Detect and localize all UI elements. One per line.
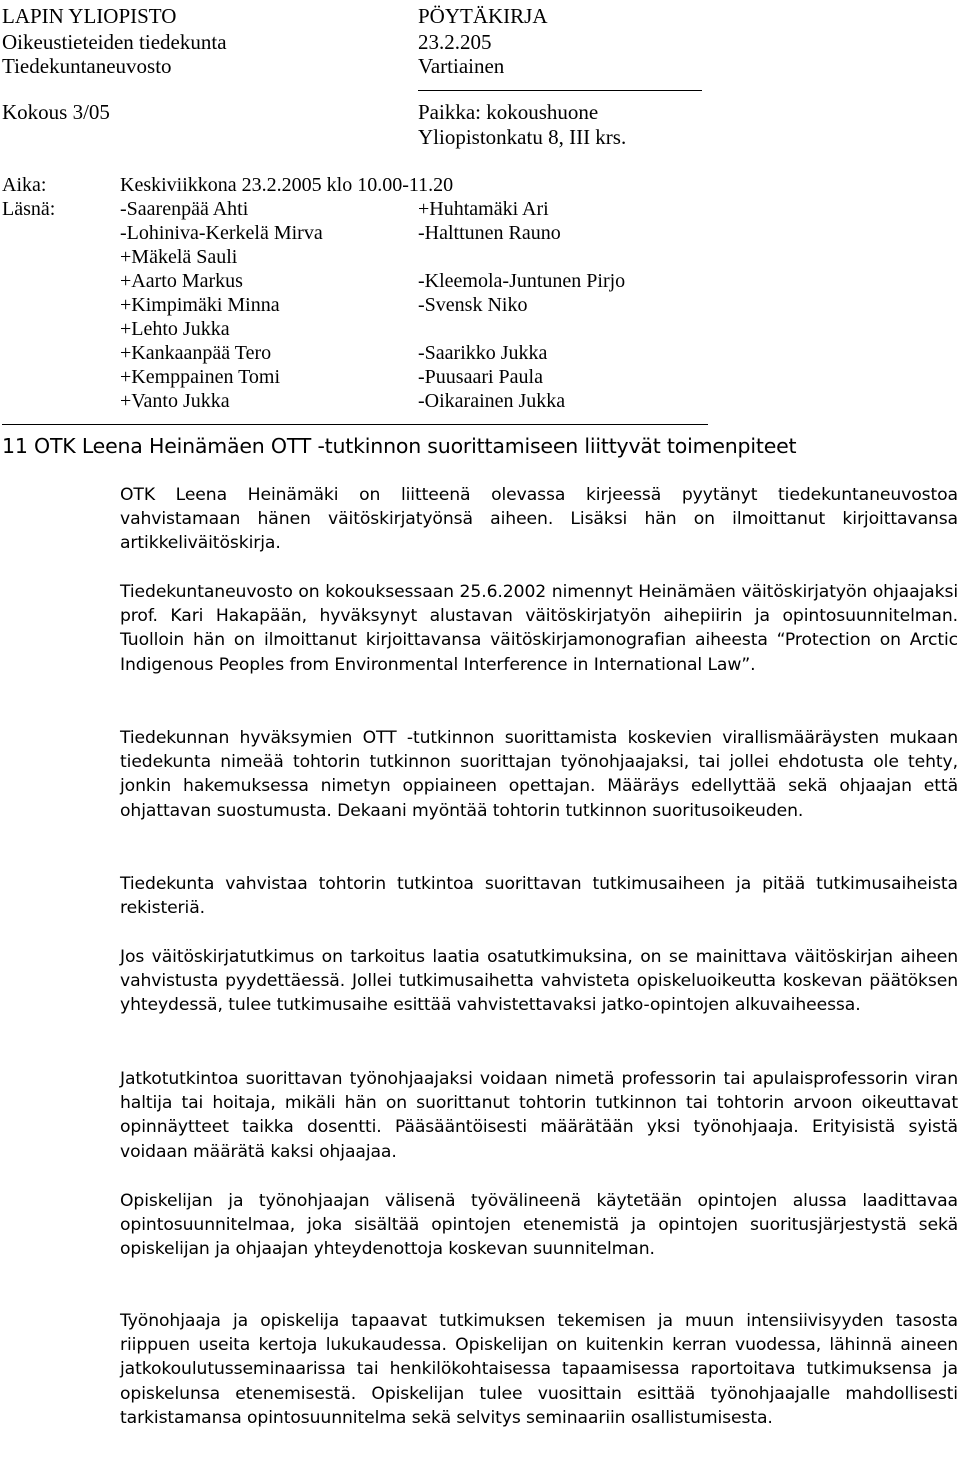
attendee-left: -Saarenpää Ahti xyxy=(120,198,249,220)
meeting-address: Yliopistonkatu 8, III krs. xyxy=(418,125,627,149)
meeting-place: Paikka: kokoushuone xyxy=(418,100,599,124)
body-paragraph: Työnohjaaja ja opiskelija tapaavat tutkimuksen tekemisen ja muun intensiivisyyden tasosta riippuen useita kertoja lukukaudessa. Opiskelijan on kuitenkin kerran vuodessa, lähinnä aineen jatkokoulutusseminaarissa tai henkilökohtaisessa tapaamisessa raportoitava tutkimuksensa ja opiskelunsa etenemisestä. Opiskelijan tulee vuosittain esittää työnohjaajalle mahdollisesti tarkistamansa opintosuunnitelma sekä selvitys seminaariin osallistumisesta. xyxy=(120,1311,958,1428)
attendee-left: +Kankaanpää Tero xyxy=(120,342,272,364)
attendee-left: +Aarto Markus xyxy=(120,270,243,292)
document-date: 23.2.205 xyxy=(418,30,492,54)
attendee-left: +Mäkelä Sauli xyxy=(120,246,238,268)
document-type: PÖYTÄKIRJA xyxy=(418,4,548,28)
attendee-right: -Saarikko Jukka xyxy=(418,342,548,364)
body-paragraph: Opiskelijan ja työnohjaajan välisenä työvälineenä käytetään opintojen alussa laadittavaa opintosuunnitelmaa, joka sisältää opintojen etenemistä ja opintojen suoritusjärjestystä sekä opiskelijan ja ohjaajan yhteydenottoja koskevan suunnitelman. xyxy=(120,1191,958,1260)
attendee-left: +Kimpimäki Minna xyxy=(120,294,280,316)
meeting-number: Kokous 3/05 xyxy=(2,100,110,124)
body-paragraph: OTK Leena Heinämäki on liitteenä olevassa kirjeessä pyytänyt tiedekuntaneuvostoa vahvistamaan hänen väitöskirjatyönsä aiheen. Lisäksi hän on ilmoittanut kirjoittavansa artikkeliväitöskirja. xyxy=(120,485,958,554)
section-title: 11 OTK Leena Heinämäen OTT -tutkinnon suorittamiseen liittyvät toimenpiteet xyxy=(2,434,797,458)
time-label: Aika: xyxy=(2,174,47,196)
body-paragraph: Tiedekunta vahvistaa tohtorin tutkintoa suorittavan tutkimusaiheen ja pitää tutkimusaiheista rekisteriä. xyxy=(120,874,958,919)
university-name: LAPIN YLIOPISTO xyxy=(2,4,177,28)
attendee-left: +Lehto Jukka xyxy=(120,318,230,340)
body-paragraph: Jos väitöskirjatutkimus on tarkoitus laatia osatutkimuksina, on se mainittava väitöskirjan aiheen vahvistusta pyydettäessä. Jollei tutkimusaihetta vahvisteta opiskeluoikeutta koskevan päätöksen yhteydessä, tulee tutkimusaihe esittää vahvistettavaksi jatko-opintojen alkuvaiheessa. xyxy=(120,947,958,1016)
archive-name: Vartiainen xyxy=(418,54,505,78)
attendee-right: -Oikarainen Jukka xyxy=(418,390,566,412)
council-name: Tiedekuntaneuvosto xyxy=(2,54,172,78)
body-paragraph: Tiedekuntaneuvosto on kokouksessaan 25.6.2002 nimennyt Heinämäen väitöskirjatyön ohjaajaksi prof. Kari Hakapään, hyväksynyt alustavan väitöskirjatyön aihepiirin ja opintosuunnitelman. Tuolloin hän on ilmoittanut kirjoittavansa väitöskirjamonografian aiheesta “Protection on Arctic Indigenous Peoples from Environmental Interference in International Law”. xyxy=(120,582,958,675)
attendee-left: +Kemppainen Tomi xyxy=(120,366,281,388)
attendee-left: +Vanto Jukka xyxy=(120,390,230,412)
attendee-left: -Lohiniva-Kerkelä Mirva xyxy=(120,222,323,244)
time-value: Keskiviikkona 23.2.2005 klo 10.00-11.20 xyxy=(120,174,454,196)
attendee-right: -Kleemola-Juntunen Pirjo xyxy=(418,270,626,292)
section-rule xyxy=(2,424,708,425)
header-rule xyxy=(418,90,702,91)
faculty-name: Oikeustieteiden tiedekunta xyxy=(2,30,227,54)
present-label: Läsnä: xyxy=(2,198,56,220)
attendee-right: -Svensk Niko xyxy=(418,294,528,316)
attendee-right: -Puusaari Paula xyxy=(418,366,543,388)
attendee-right: +Huhtamäki Ari xyxy=(418,198,549,220)
body-paragraph: Tiedekunnan hyväksymien OTT -tutkinnon suorittamista koskevien virallismääräysten mukaan tiedekunta nimeää tohtorin tutkinnon suorittajan työnohjaajaksi, tai jollei ehdotusta ole tehty, jonkin hakemuksessa nimetyn oppiaineen opettajan. Määräys edellyttää sekä ohjaajan että ohjattavan suostumusta. Dekaani myöntää tohtorin tutkinnon suoritusoikeuden. xyxy=(120,728,958,821)
attendee-right: -Halttunen Rauno xyxy=(418,222,561,244)
body-paragraph: Jatkotutkintoa suorittavan työnohjaajaksi voidaan nimetä professorin tai apulaisprofessorin viran haltija tai hoitaja, mikäli hän on suorittanut tohtorin tutkinnon tai tohtorin arvoon oikeuttavat opinnäytteet taikka dosentti. Pääsääntöisesti määrätään yksi työnohjaaja. Erityisistä syistä voidaan määrätä kaksi ohjaajaa. xyxy=(120,1069,958,1162)
